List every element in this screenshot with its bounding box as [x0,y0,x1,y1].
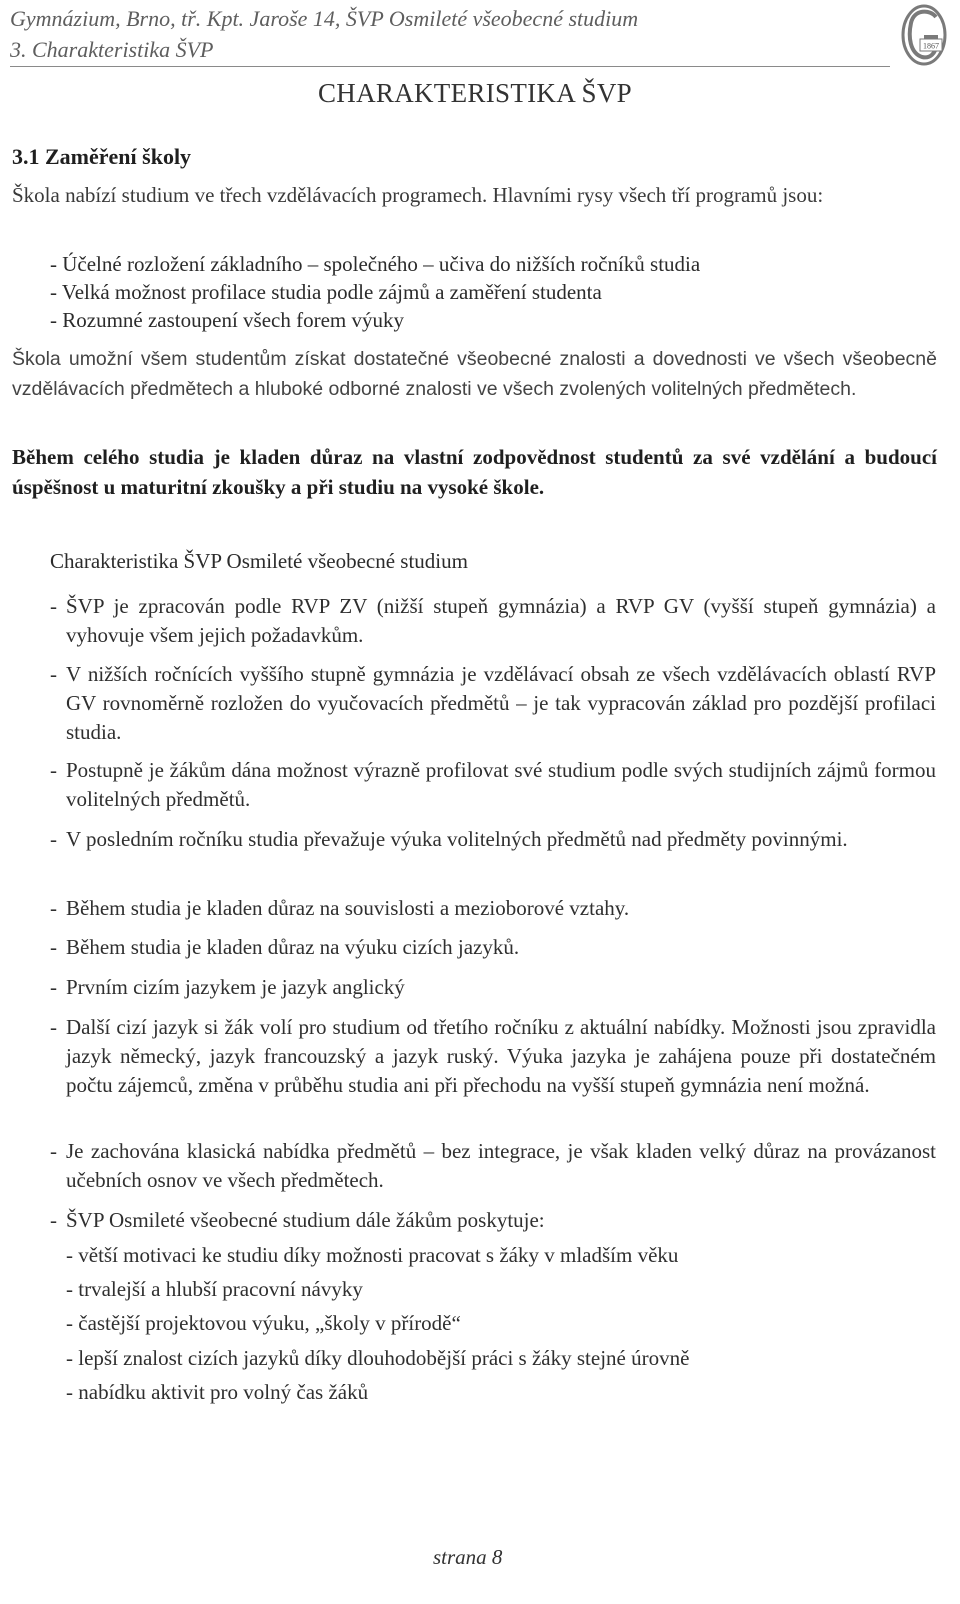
header-school-line: Gymnázium, Brno, tř. Kpt. Jaroše 14, ŠVP Osmileté všeobecné studium [10,6,639,31]
feature-item: - Rozumné zastoupení všech forem výuky [50,308,404,332]
knowledge-paragraph: Škola umožní všem studentům získat dostatečné všeobecné znalosti a dovednosti ve všech všeobecně vzdělávacích předmětech a hluboké odborné znalosti ve všech zvolených volitelných předmětech. [12,348,937,400]
characteristic-text: Během studia je kladen důraz na výuku cizích jazyků. [66,935,520,959]
characteristic-text: ŠVP Osmileté všeobecné studium dále žákům poskytuje: [66,1208,545,1232]
benefit-item: - lepší znalost cizích jazyků díky dlouhodobější práci s žáky stejné úrovně [66,1346,690,1370]
dash-marker: - [50,1139,57,1163]
characteristic-item [50,660,936,747]
dash-marker: - [50,896,57,920]
characteristic-text: V posledním ročníku studia převažuje výuka volitelných předmětů nad předměty povinnými. [66,827,848,851]
characteristic-item [50,1206,936,1235]
dash-marker: - [50,594,57,618]
feature-item: - Velká možnost profilace studia podle zájmů a zaměření studenta [50,280,602,304]
intro-paragraph: Škola nabízí studium ve třech vzdělávacích programech. Hlavními rysy všech tří programů jsou: [12,183,824,207]
characteristics-heading: Charakteristika ŠVP Osmileté všeobecné studium [50,549,468,573]
characteristic-text: Prvním cizím jazykem je jazyk anglický [66,975,405,999]
dash-marker: - [50,1208,57,1232]
characteristic-item [50,973,936,1002]
characteristic-item [50,1137,936,1195]
feature-item: - Účelné rozložení základního – společného – učiva do nižších ročníků studia [50,252,701,276]
school-logo-icon [900,3,948,67]
header-chapter-line: 3. Charakteristika ŠVP [10,37,214,62]
characteristic-item [50,825,936,854]
page-title: CHARAKTERISTIKA ŠVP [318,78,632,108]
dash-marker: - [50,827,57,851]
characteristic-item [50,933,936,962]
section-heading: 3.1 Zaměření školy [12,144,192,169]
benefit-item: - větší motivaci ke studiu díky možnosti pracovat s žáky v mladším věku [66,1243,679,1267]
characteristic-text: ŠVP je zpracován podle RVP ZV (nižší stupeň gymnázia) a RVP GV (vyšší stupeň gymnázia) a vyhovuje všem jejich požadavkům. [66,594,936,647]
dash-marker: - [50,975,57,999]
characteristic-item [50,1013,936,1100]
characteristic-text: Postupně je žákům dána možnost výrazně profilovat své studium podle svých studijních zájmů formou volitelných předmětů. [66,758,936,811]
responsibility-paragraph: Během celého studia je kladen důraz na vlastní zodpovědnost studentů za své vzdělání a budoucí úspěšnost u maturitní zkoušky a při studiu na vysoké škole. [12,445,937,499]
benefit-item: - trvalejší a hlubší pracovní návyky [66,1277,363,1301]
characteristic-item [50,894,936,923]
logo-year: 1867 [923,41,939,51]
characteristic-text: V nižších ročnících vyššího stupně gymnázia je vzdělávací obsah ze všech vzdělávacích oblastí RVP GV rovnoměrně rozložen do vyučovacích předmětů – je tak vypracován základ pro pozdější profilaci studia. [66,662,936,744]
benefit-item: - nabídku aktivit pro volný čas žáků [66,1380,369,1404]
characteristic-text: Během studia je kladen důraz na souvislosti a mezioborové vztahy. [66,896,630,920]
dash-marker: - [50,662,57,686]
page-number: strana 8 [433,1545,503,1569]
characteristic-item [50,592,936,650]
characteristic-text: Je zachována klasická nabídka předmětů – bez integrace, je však kladen velký důraz na provázanost učebních osnov ve všech předmětech. [66,1139,936,1192]
dash-marker: - [50,935,57,959]
benefit-item: - častější projektovou výuku, „školy v přírodě“ [66,1311,461,1335]
dash-marker: - [50,1015,57,1039]
dash-marker: - [50,758,57,782]
page-header [10,4,890,67]
characteristic-text: Další cizí jazyk si žák volí pro studium od třetího ročníku z aktuální nabídky. Možnosti jsou zpravidla jazyk německý, jazyk francouzský a jazyk ruský. Výuka jazyka je zahájena pouze při dostatečném počtu zájemců, změna v průběhu studia ani při přechodu na vyšší stupeň gymnázia není možná. [66,1015,936,1097]
characteristic-item [50,756,936,814]
